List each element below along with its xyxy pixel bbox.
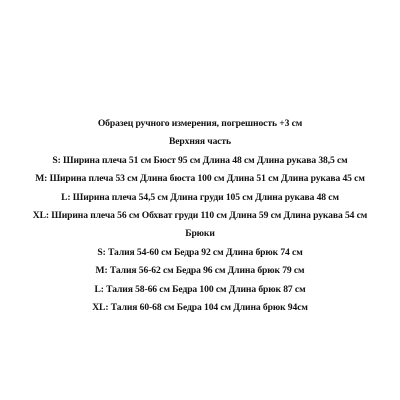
top-size-row-m: M: Ширина плеча 53 см Длина бюста 100 см Длина 51 см Длина рукава 45 см: [35, 173, 365, 185]
pants-size-row-m: M: Талия 56-62 см Бедра 96 см Длина брюк 79 см: [95, 265, 305, 277]
size-chart: [0, 115, 400, 317]
pants-size-row-s: S: Талия 54-60 см Бедра 92 см Длина брюк 74 см: [97, 246, 303, 258]
document-title: Образец ручного измерения, погрешность +3 см: [97, 118, 303, 129]
pants-size-row-xl: XL: Талия 60-68 см Бедра 104 см Длина брюк 94см: [92, 302, 308, 314]
top-size-row-xl: XL: Ширина плеча 56 см Обхват груди 110 см Длина 59 см Длина рукава 54 см: [32, 210, 368, 222]
top-section-heading: Верхняя часть: [168, 136, 232, 148]
top-size-row-l: L: Ширина плеча 54,5 см Длина груди 105 см Длина рукава 48 см: [61, 191, 339, 203]
top-size-row-s: S: Ширина плеча 51 см Бюст 95 см Длина 48 см Длина рукава 38,5 см: [52, 154, 348, 166]
pants-section-heading: Брюки: [185, 228, 215, 240]
pants-size-row-l: L: Талия 58-66 см Бедра 100 см Длина брюк 87 см: [94, 283, 306, 295]
